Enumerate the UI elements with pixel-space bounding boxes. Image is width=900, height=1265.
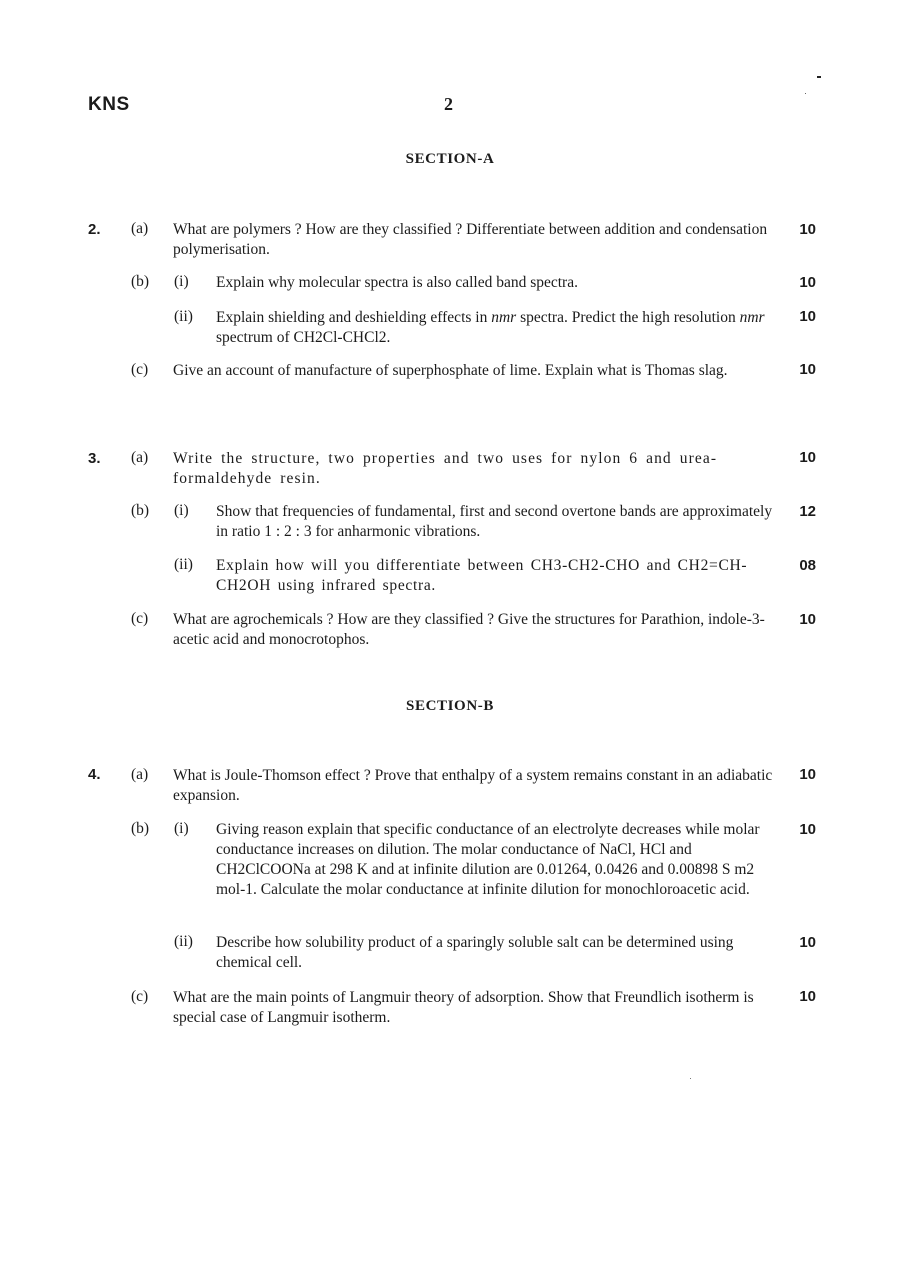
section-a-title: SECTION-A: [405, 151, 495, 167]
subpart-label: (i): [174, 273, 189, 290]
subpart-label: (i): [174, 820, 189, 837]
scan-speck: [817, 76, 821, 78]
marks: 10: [799, 361, 816, 378]
paper-code: KNS: [88, 94, 130, 115]
question-text: Explain why molecular spectra is also called band spectra.: [216, 274, 578, 291]
part-label: (a): [131, 449, 149, 466]
marks: 10: [799, 988, 816, 1005]
marks: 08: [799, 557, 816, 574]
marks: 10: [799, 611, 816, 628]
question-text: Explain shielding and deshielding effects in nmr spectra. Predict the high resolution nmr spectrum of CH2Cl-CHCl2.: [216, 309, 765, 346]
question-text: What are polymers ? How are they classified ? Differentiate between addition and condensation polymerisation.: [173, 221, 768, 258]
marks: 10: [799, 934, 816, 951]
part-label: (b): [131, 273, 150, 290]
scan-speck: [690, 1078, 691, 1079]
part-label: (a): [131, 220, 149, 237]
question-number: 2.: [88, 221, 101, 238]
marks: 12: [799, 503, 816, 520]
question-text: Give an account of manufacture of superphosphate of lime. Explain what is Thomas slag.: [173, 362, 728, 379]
marks: 10: [799, 449, 816, 466]
part-label: (c): [131, 610, 149, 627]
marks: 10: [799, 766, 816, 783]
question-text: Giving reason explain that specific conductance of an electrolyte decreases while molar conductance increases on dilution. The molar conductance of NaCl, HCl and CH2ClCOONa at 298 K and at infinite dilution are 0.01264, 0.0426 and 0.00898 S m2 mol-1. Calculate the molar conductance at infinite dilution for monochloroacetic acid.: [216, 821, 760, 898]
subpart-label: (i): [174, 502, 189, 519]
subpart-label: (ii): [174, 933, 193, 950]
section-b-title: SECTION-B: [406, 698, 494, 714]
subpart-label: (ii): [174, 556, 193, 573]
part-label: (a): [131, 766, 149, 783]
question-text: Describe how solubility product of a sparingly soluble salt can be determined using chemical cell.: [216, 934, 734, 971]
marks: 10: [799, 274, 816, 291]
question-number: 4.: [88, 766, 101, 783]
scan-speck: [805, 93, 806, 94]
part-label: (c): [131, 988, 149, 1005]
question-text: What is Joule-Thomson effect ? Prove that enthalpy of a system remains constant in an adiabatic expansion.: [173, 767, 773, 804]
marks: 10: [799, 821, 816, 838]
question-text: Explain how will you differentiate between CH3-CH2-CHO and CH2=CH-CH2OH using infrared spectra.: [216, 557, 748, 594]
question-text: Write the structure, two properties and two uses for nylon 6 and urea-formaldehyde resin.: [173, 450, 718, 487]
question-text: What are agrochemicals ? How are they classified ? Give the structures for Parathion, indole-3-acetic acid and monocrotophos.: [173, 611, 765, 648]
page-number: 2: [444, 94, 453, 114]
part-label: (b): [131, 820, 150, 837]
question-text: What are the main points of Langmuir theory of adsorption. Show that Freundlich isotherm is special case of Langmuir isotherm.: [173, 989, 754, 1026]
marks: 10: [799, 221, 816, 238]
question-text: Show that frequencies of fundamental, first and second overtone bands are approximately in ratio 1 : 2 : 3 for anharmonic vibrations.: [216, 503, 773, 540]
marks: 10: [799, 308, 816, 325]
part-label: (c): [131, 361, 149, 378]
part-label: (b): [131, 502, 150, 519]
question-number: 3.: [88, 450, 101, 467]
subpart-label: (ii): [174, 308, 193, 325]
